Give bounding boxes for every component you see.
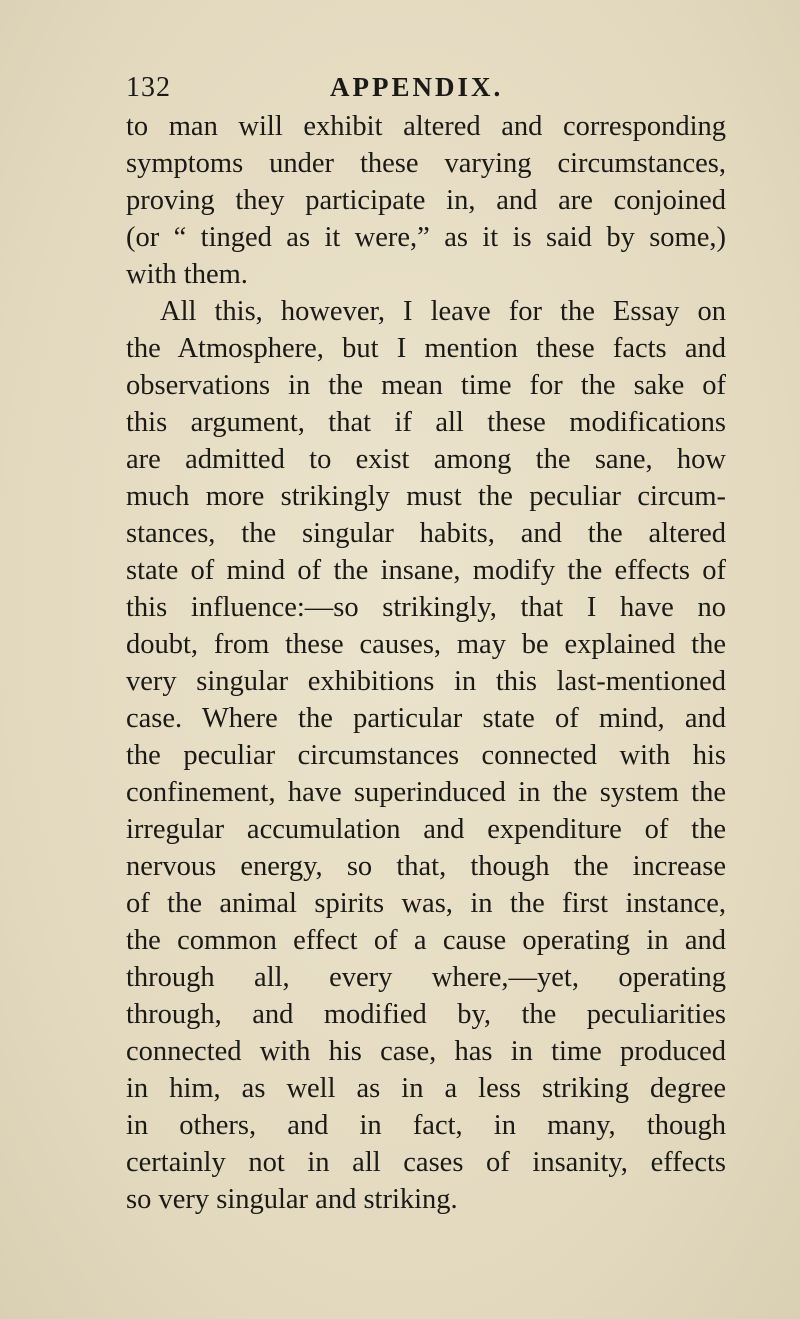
text-line: are admitted to exist among the sane, how xyxy=(126,444,726,475)
text-line: case. Where the particular state of mind, and xyxy=(126,703,726,734)
text-line: stances, the singular habits, and the altered xyxy=(126,518,726,549)
text-line: All this, however, I leave for the Essay on xyxy=(160,296,726,327)
text-line: in others, and in fact, in many, though xyxy=(126,1110,726,1141)
text-line: through all, every where,—yet, operating xyxy=(126,962,726,993)
text-line: this influence:—so strikingly, that I have no xyxy=(126,592,726,623)
text-line: in him, as well as in a less striking degree xyxy=(126,1073,726,1104)
text-line: the Atmosphere, but I mention these facts and xyxy=(126,333,726,364)
text-line: so very singular and striking. xyxy=(126,1184,458,1215)
paragraph-2 xyxy=(126,293,726,1218)
text-line: confinement, have superinduced in the system the xyxy=(126,777,726,808)
text-line: connected with his case, has in time produced xyxy=(126,1036,726,1067)
text-line: very singular exhibitions in this last-mentioned xyxy=(126,666,726,697)
body-text xyxy=(126,108,726,1218)
text-line: certainly not in all cases of insanity, effects xyxy=(126,1147,726,1178)
text-line: proving they participate in, and are conjoined xyxy=(126,185,726,216)
text-line: much more strikingly must the peculiar circum- xyxy=(126,481,726,512)
text-line: nervous energy, so that, though the increase xyxy=(126,851,726,882)
text-line: this argument, that if all these modifications xyxy=(126,407,726,438)
running-head: APPENDIX. xyxy=(330,72,504,102)
text-line: the common effect of a cause operating in and xyxy=(126,925,726,956)
text-line: irregular accumulation and expenditure of the xyxy=(126,814,726,845)
text-line: to man will exhibit altered and corresponding xyxy=(126,111,726,142)
page-number: 132 xyxy=(126,72,171,103)
text-line: state of mind of the insane, modify the effects of xyxy=(126,555,726,586)
text-line: symptoms under these varying circumstances, xyxy=(126,148,726,179)
text-line: the peculiar circumstances connected with his xyxy=(126,740,726,771)
text-line: through, and modified by, the peculiarities xyxy=(126,999,726,1030)
paragraph-1 xyxy=(126,108,726,293)
text-line: with them. xyxy=(126,259,248,290)
text-line: doubt, from these causes, may be explained the xyxy=(126,629,726,660)
page-header xyxy=(126,72,726,112)
text-line: observations in the mean time for the sake of xyxy=(126,370,726,401)
text-line: (or “ tinged as it were,” as it is said by some,) xyxy=(126,222,726,253)
text-line: of the animal spirits was, in the first instance, xyxy=(126,888,726,919)
